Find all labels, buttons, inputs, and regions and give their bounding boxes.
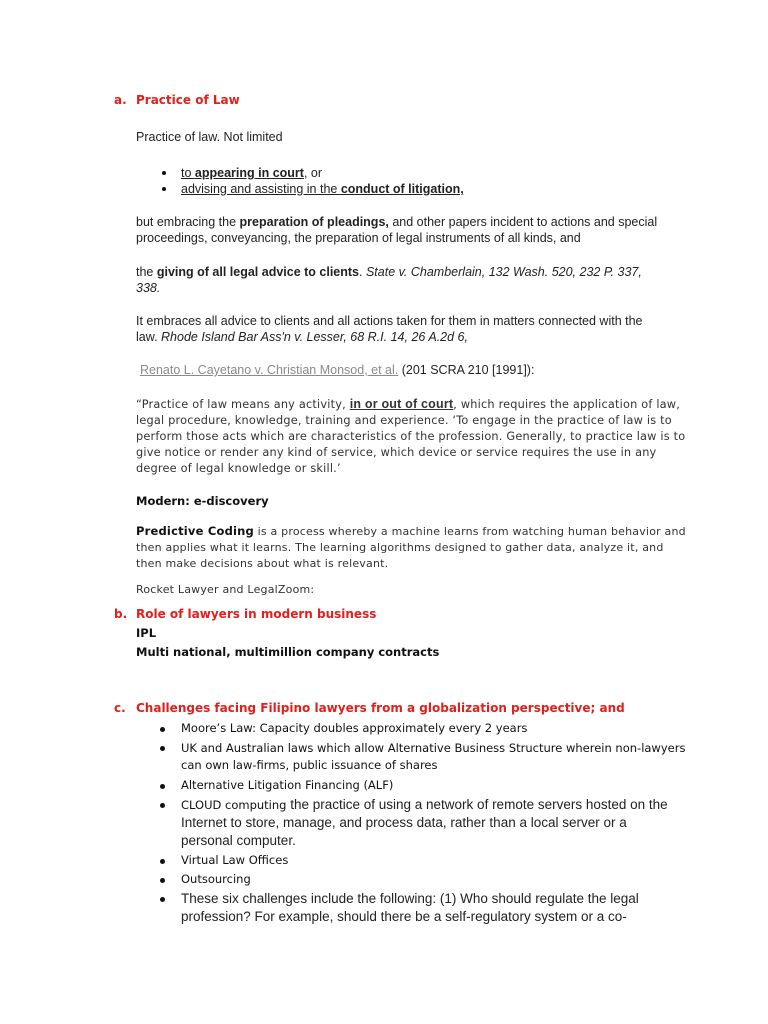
para-text: the	[136, 265, 157, 279]
bullet-dot	[160, 897, 165, 902]
bullet-dot	[160, 727, 165, 732]
quote-text: degree of legal knowledge or skill.’	[136, 462, 341, 475]
para-text: is a process whereby a machine learns from watching human behavior and	[253, 525, 686, 538]
para-text: then make decisions about what is relevant.	[136, 557, 389, 570]
para-text: then applies what it learns. The learning algorithms designed to gather data, analyze it, and	[136, 541, 664, 554]
monsod-quote	[136, 396, 696, 477]
para-text: It embraces all advice to clients and all actions taken for them in matters connected with the	[136, 314, 643, 328]
challenge-text: the practice of using a network of remote servers hosted on the	[286, 797, 668, 812]
section-b-marker: b.	[114, 607, 128, 621]
section-b-line: IPL	[136, 626, 157, 640]
section-a-heading: Practice of Law	[136, 93, 240, 107]
para-text: .	[359, 265, 366, 279]
bullet-text: to	[181, 166, 195, 180]
challenge-item: Virtual Law Offices	[181, 853, 289, 867]
bullet-text: , or	[303, 166, 323, 180]
bullet-dot	[162, 187, 166, 191]
challenge-text: These six challenges include the following: (1) Who should regulate the legal	[181, 891, 639, 906]
para-strong: giving of all legal advice to clients	[156, 265, 359, 279]
case-link[interactable]: Renato L. Cayetano v. Christian Monsod, et al.	[140, 363, 399, 377]
quote-text: , which requires the application of law,	[453, 398, 681, 411]
challenge-item-six	[181, 890, 701, 926]
rocket-lawyer-text: Rocket Lawyer and LegalZoom:	[136, 583, 315, 596]
para-text: but embracing the	[136, 215, 240, 229]
bullet-text: advising and assisting in the	[181, 182, 341, 196]
bullet-dot	[160, 803, 165, 808]
quote-strong: in or out of court	[349, 397, 454, 411]
quote-text: perform those acts which are characteristics of the profession. Generally, to practice law is to	[136, 430, 686, 443]
advice-paragraph	[136, 313, 696, 345]
bullet-dot	[160, 859, 165, 864]
section-b-line: Multi national, multimillion company contracts	[136, 645, 440, 659]
bullet-dot	[160, 878, 165, 883]
challenge-text: can own law-firms, public issuance of shares	[181, 758, 438, 772]
challenge-strong: CLOUD computing	[181, 798, 287, 812]
section-a-marker: a.	[114, 93, 127, 107]
section-c-heading: Challenges facing Filipino lawyers from a globalization perspective; and	[136, 701, 625, 715]
case-citation: Rhode Island Bar Ass'n v. Lesser, 68 R.I. 14, 26 A.2d 6,	[161, 330, 468, 344]
bullet-item-litigation	[181, 181, 464, 197]
challenge-text: UK and Australian laws which allow Alternative Business Structure wherein non-lawyers	[181, 741, 686, 755]
para-strong: Predictive Coding	[136, 524, 254, 538]
challenge-item: Alternative Litigation Financing (ALF)	[181, 778, 394, 792]
bullet-item-court	[181, 165, 322, 181]
bullet-dot	[160, 746, 165, 751]
quote-text: give notice or render any kind of service, which device or service requires the use in any	[136, 446, 657, 459]
quote-text: “Practice of law means any activity,	[136, 398, 350, 411]
challenge-text: profession? For example, should there be a self-regulatory system or a co-	[181, 909, 627, 924]
bullet-dot	[162, 171, 166, 175]
case-citation: State v. Chamberlain, 132 Wash. 520, 232 P. 337,	[365, 265, 642, 279]
challenge-item: Outsourcing	[181, 872, 251, 886]
pleadings-paragraph	[136, 214, 696, 246]
challenge-text: Internet to store, manage, and process data, rather than a local server or a	[181, 815, 627, 830]
bullet-strong: conduct of litigation,	[340, 182, 464, 196]
case-cite: (201 SCRA 210 [1991]):	[398, 363, 535, 377]
para-strong: preparation of pleadings,	[239, 215, 389, 229]
modern-heading: Modern: e-discovery	[136, 494, 269, 508]
case-citation: 338.	[136, 281, 161, 295]
section-c-marker: c.	[114, 701, 126, 715]
case-reference	[140, 362, 534, 378]
challenge-item: Moore’s Law: Capacity doubles approximately every 2 years	[181, 721, 528, 735]
challenge-item-cloud	[181, 796, 701, 850]
quote-text: legal procedure, knowledge, training and experience. ‘To engage in the practice of law is to	[136, 414, 672, 427]
para-text: and other papers incident to actions and special	[388, 215, 658, 229]
section-b-heading: Role of lawyers in modern business	[136, 607, 377, 621]
para-text: proceedings, conveyancing, the preparation of legal instruments of all kinds, and	[136, 231, 581, 245]
bullet-strong: appearing in court	[194, 166, 304, 180]
bullet-dot	[160, 784, 165, 789]
intro-text: Practice of law. Not limited	[136, 130, 283, 144]
challenge-text: personal computer.	[181, 833, 296, 848]
challenge-item	[181, 740, 701, 774]
para-text: law.	[136, 330, 162, 344]
legal-advice-paragraph	[136, 264, 696, 296]
predictive-coding-paragraph	[136, 523, 696, 572]
